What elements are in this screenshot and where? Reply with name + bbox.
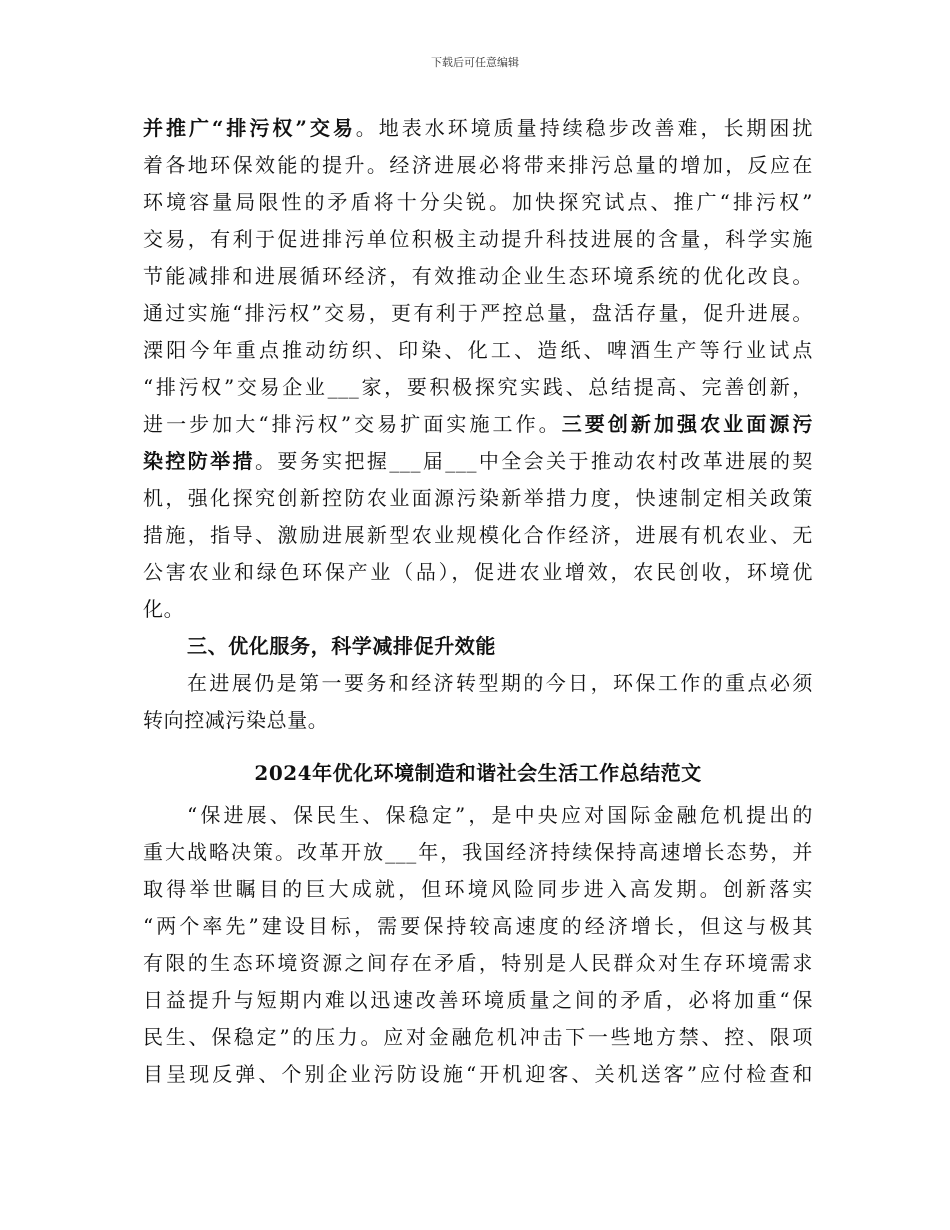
text-line: 重大战略决策。改革开放___年，我国经济持续保持高速增长态势，并 [143, 840, 813, 864]
text-line: 节能减排和进展循环经济，有效推动企业生态环境系统的优化改良。 [143, 264, 813, 288]
text-line [143, 406, 813, 443]
section-heading: 三、优化服务，科学减排促升效能 [187, 634, 496, 658]
text-line: 在进展仍是第一要务和经济转型期的今日，环保工作的重点必须 [187, 671, 813, 695]
text-span: 。地表水环境质量持续稳步改善难，长期困扰 [355, 116, 813, 140]
text-line: 日益提升与短期内难以迅速改善环境质量之间的矛盾，必将加重“保 [143, 988, 813, 1012]
bold-phrase: 染控防举措 [143, 449, 255, 473]
text-line: 溧阳今年重点推动纺织、印染、化工、造纸、啤酒生产等行业试点 [143, 338, 813, 362]
text-line: 措施，指导、激励进展新型农业规模化合作经济，进展有机农业、无 [143, 523, 813, 547]
text-line: 环境容量局限性的矛盾将十分尖锐。加快探究试点、推广“排污权” [143, 190, 813, 214]
text-line: 目呈现反弹、个别企业污防设施“开机迎客、关机送客”应付检查和 [143, 1062, 813, 1086]
text-span: 进一步加大“排污权”交易扩面实施工作。 [143, 412, 562, 436]
text-line: 公害农业和绿色环保产业（品），促进农业增效，农民创收，环境优 [143, 560, 813, 584]
text-line: 着各地环保效能的提升。经济进展必将带来排污总量的增加，反应在 [143, 153, 813, 177]
text-line: 民生、保稳定”的压力。应对金融危机冲击下一些地方禁、控、限项 [143, 1025, 813, 1049]
text-line [143, 443, 813, 480]
text-line: 化。 [143, 597, 185, 621]
text-span: 。要务实把握___届___中全会关于推动农村改革进展的契 [254, 449, 813, 473]
text-line: 取得举世瞩目的巨大成就，但环境风险同步进入高发期。创新落实 [143, 877, 813, 901]
text-line: “两个率先”建设目标，需要保持较高速度的经济增长，但这与极其 [143, 914, 813, 938]
text-line [143, 110, 813, 147]
bold-phrase: 并推广“排污权”交易 [143, 116, 356, 140]
article-title: 2024年优化环境制造和谐社会生活工作总结范文 [254, 761, 702, 785]
text-line: 通过实施“排污权”交易，更有利于严控总量，盘活存量，促升进展。 [143, 301, 813, 325]
text-line: 转向控减污染总量。 [143, 708, 329, 732]
text-line: “排污权”交易企业___家，要积极探究实践、总结提高、完善创新， [143, 375, 813, 399]
text-line: 有限的生态环境资源之间存在矛盾，特别是人民群众对生存环境需求 [143, 951, 813, 975]
page-header: 下载后可任意编辑 [431, 56, 519, 69]
text-line: 机，强化探究创新控防农业面源污染新举措力度，快速制定相关政策 [143, 486, 813, 510]
text-line: 交易，有利于促进排污单位积极主动提升科技进展的含量，科学实施 [143, 227, 813, 251]
text-line: “保进展、保民生、保稳定”，是中央应对国际金融危机提出的 [187, 803, 813, 827]
bold-phrase: 三要创新加强农业面源污 [561, 412, 813, 436]
document-body [143, 110, 813, 1093]
